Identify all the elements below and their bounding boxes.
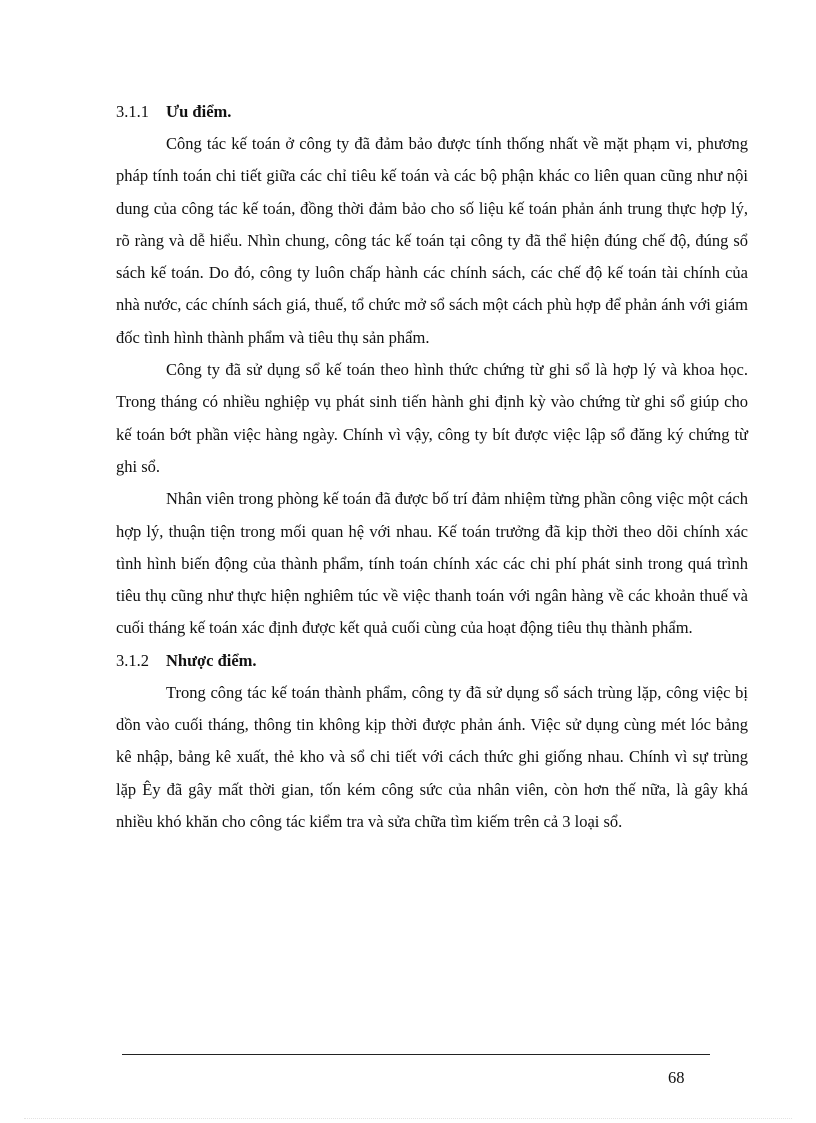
section-heading-disadvantages	[116, 645, 748, 677]
section-number: 3.1.1	[116, 102, 149, 121]
section-title: Ưu điểm.	[166, 102, 232, 121]
footer-divider	[122, 1054, 710, 1055]
page-content	[116, 96, 748, 838]
page-number: 68	[668, 1068, 685, 1087]
section-heading-advantages	[116, 96, 748, 128]
section-title: Nhược điểm.	[166, 650, 257, 670]
section-number: 3.1.2	[116, 650, 149, 670]
paragraph: Công tác kế toán ở công ty đã đảm bảo được tính thống nhất về mặt phạm vi, phương pháp tính toán chi tiết giữa các chỉ tiêu kế toán và các bộ phận khác co liên quan cũng như nội dung của công tác kế toán, đồng thời đảm bảo cho số liệu kế toán phản ánh trung thực hợp lý, rõ ràng và dễ hiểu. Nhìn chung, công tác kế toán tại công ty đã thể hiện đúng chế độ, đúng sổ sách kế toán. Do đó, công ty luôn chấp hành các chính sách, các chế độ kế toán tài chính của nhà nước, các chính sách giá, thuế, tổ chức mở sổ sách một cách phù hợp để phản ánh với giám đốc tình hình thành phẩm và tiêu thụ sản phẩm.	[116, 134, 748, 347]
paragraph: Công ty đã sử dụng sổ kế toán theo hình thức chứng từ ghi sổ là hợp lý và khoa học. Trong tháng có nhiều nghiệp vụ phát sinh tiến hành ghi định kỳ vào chứng từ ghi sổ giúp cho kế toán bớt phần việc hàng ngày. Chính vì vậy, công ty bít được việc lập sổ đăng ký chứng từ ghi sổ.	[116, 360, 748, 476]
page-bottom-edge	[24, 1118, 792, 1119]
paragraph: Nhân viên trong phòng kế toán đã được bố trí đảm nhiệm từng phần công việc một cách hợp lý, thuận tiện trong mối quan hệ với nhau. Kế toán trưởng đã kịp thời theo dõi chính xác tình hình biến động của thành phẩm, tính toán chính xác các chi phí phát sinh trong quá trình tiêu thụ cũng như thực hiện nghiêm túc về việc thanh toán với ngân hàng về các khoản thuế và cuối tháng kế toán xác định được kết quả cuối cùng của hoạt động tiêu thụ thành phẩm.	[116, 489, 748, 638]
paragraph: Trong công tác kế toán thành phẩm, công ty đã sử dụng sổ sách trùng lặp, công việc bị dồn vào cuối tháng, thông tin không kịp thời được phản ánh. Việc sử dụng cùng mét lóc bảng kê nhập, bảng kê xuất, thẻ kho và sổ chi tiết với cách thức ghi giống nhau. Chính vì sự trùng lặp Êy đã gây mất thời gian, tốn kém công sức của nhân viên, còn hơn thế nữa, là gây khá nhiều khó khăn cho công tác kiểm tra và sửa chữa tìm kiếm trên cả 3 loại sổ.	[116, 682, 748, 831]
